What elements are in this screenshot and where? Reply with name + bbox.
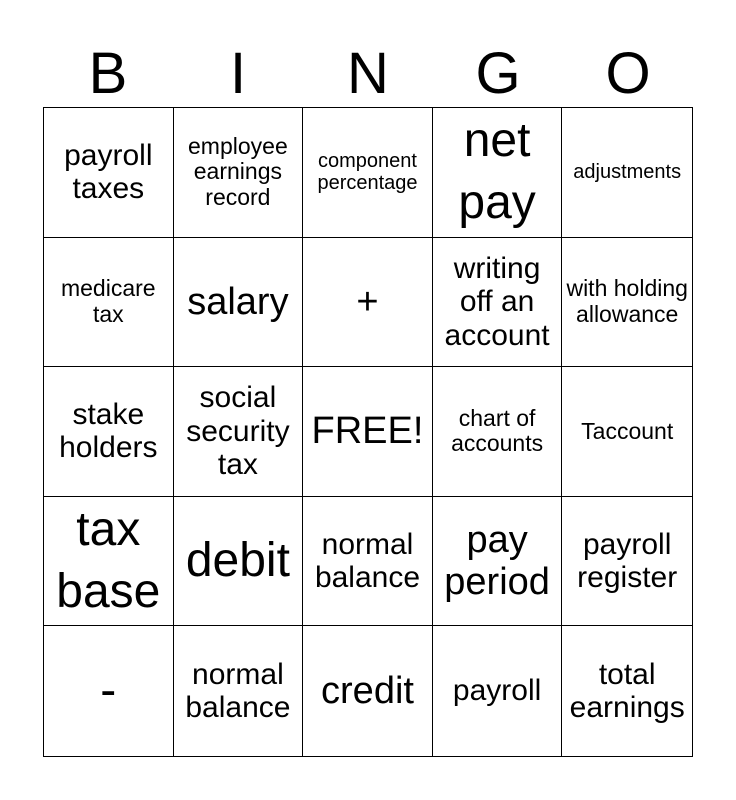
- cell-text: total earnings: [569, 657, 685, 725]
- bingo-cell[interactable]: [44, 367, 174, 497]
- cell-text: stake holders: [59, 397, 158, 465]
- cell-text: Taccount: [581, 417, 674, 444]
- cell-text: salary: [187, 280, 289, 323]
- bingo-cell[interactable]: [433, 108, 563, 238]
- bingo-cell[interactable]: [562, 497, 692, 627]
- bingo-cell[interactable]: [174, 108, 304, 238]
- cell-text: FREE!: [311, 410, 424, 453]
- cell-text: normal balance: [314, 527, 421, 595]
- bingo-cell[interactable]: [303, 108, 433, 238]
- cell-text: adjustments: [573, 161, 682, 184]
- bingo-cell[interactable]: [562, 238, 692, 368]
- bingo-card-grid: [43, 107, 693, 757]
- bingo-cell[interactable]: [303, 626, 433, 756]
- bingo-cell[interactable]: [44, 626, 174, 756]
- cell-text: payroll: [452, 674, 542, 708]
- cell-text: medicare tax: [60, 275, 156, 327]
- bingo-cell[interactable]: [433, 367, 563, 497]
- cell-text: writing off an account: [444, 251, 550, 352]
- cell-text: -: [100, 664, 117, 717]
- cell-text: social security tax: [186, 381, 290, 482]
- cell-text: net pay: [458, 113, 536, 230]
- bingo-cell[interactable]: [562, 108, 692, 238]
- bingo-cell[interactable]: [433, 497, 563, 627]
- bingo-cell[interactable]: [174, 367, 304, 497]
- bingo-cell[interactable]: [44, 238, 174, 368]
- cell-text: debit: [185, 533, 290, 587]
- bingo-cell[interactable]: [44, 497, 174, 627]
- cell-text: component percentage: [317, 149, 418, 195]
- bingo-cell[interactable]: [433, 626, 563, 756]
- cell-text: credit: [321, 669, 414, 712]
- cell-text: chart of accounts: [451, 404, 544, 457]
- bingo-cell[interactable]: [562, 367, 692, 497]
- header-letter-b: B: [88, 41, 128, 106]
- header-letter-g: G: [475, 41, 521, 106]
- cell-text: payroll register: [577, 527, 678, 595]
- bingo-header: [43, 40, 693, 108]
- bingo-cell[interactable]: [303, 238, 433, 368]
- header-letter-n: N: [347, 41, 389, 106]
- header-letter-i: I: [229, 41, 247, 106]
- cell-text: pay period: [444, 518, 550, 604]
- bingo-cell[interactable]: [433, 238, 563, 368]
- bingo-cell free-space[interactable]: [303, 367, 433, 497]
- cell-text: with holding allowance: [566, 275, 688, 327]
- bingo-cell[interactable]: [303, 497, 433, 627]
- bingo-cell[interactable]: [174, 497, 304, 627]
- cell-text: normal balance: [185, 657, 291, 725]
- bingo-cell[interactable]: [44, 108, 174, 238]
- bingo-cell[interactable]: [174, 626, 304, 756]
- bingo-cell[interactable]: [562, 626, 692, 756]
- bingo-cell[interactable]: [174, 238, 304, 368]
- cell-text: employee earnings record: [188, 132, 288, 211]
- cell-text: +: [356, 280, 379, 323]
- cell-text: tax base: [56, 502, 161, 619]
- header-letter-o: O: [605, 41, 651, 106]
- cell-text: payroll taxes: [64, 138, 153, 206]
